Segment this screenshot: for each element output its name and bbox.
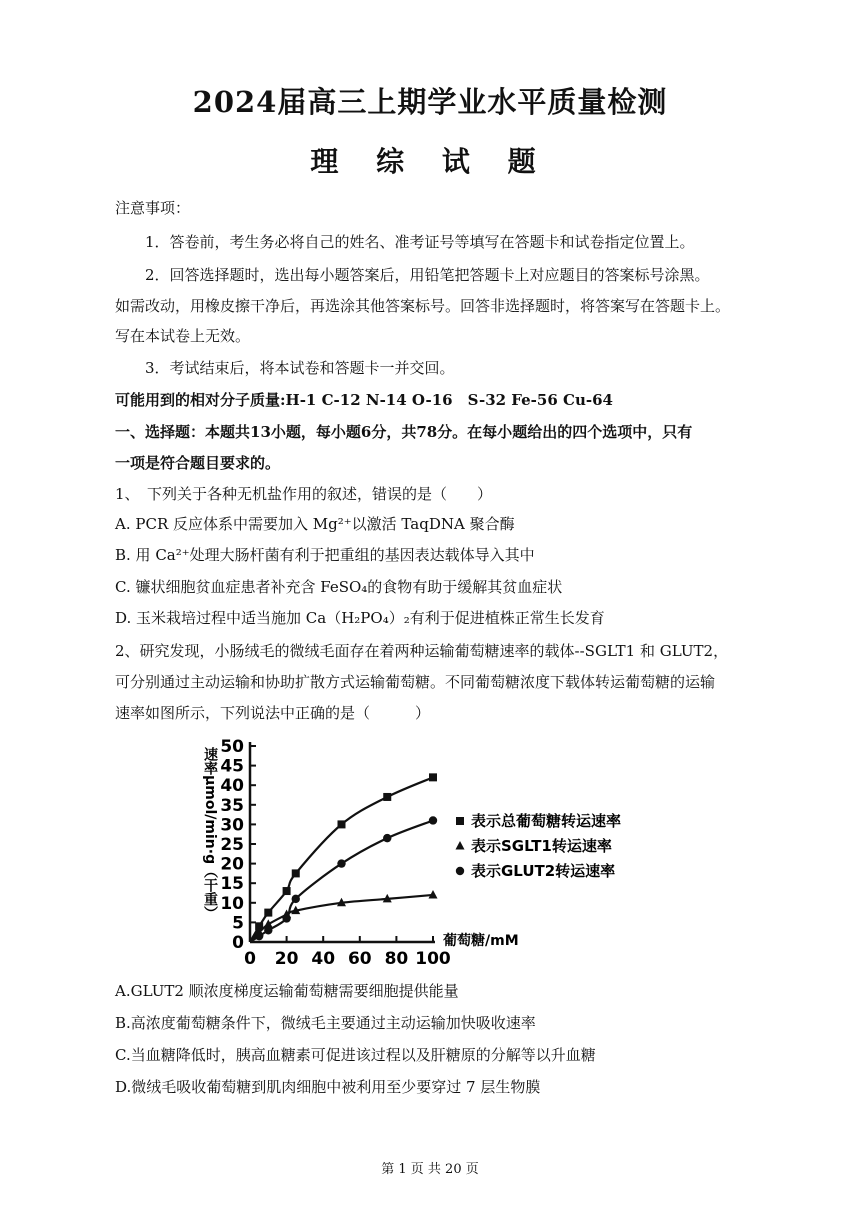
data-point-circle xyxy=(255,932,263,940)
notice-item-2-end: 写在本试卷上无效。 xyxy=(115,327,251,345)
x-axis-label: 葡萄糖/mM xyxy=(443,933,519,949)
data-point-circle xyxy=(264,926,272,934)
y-tick-label: 40 xyxy=(220,776,244,797)
q2-option-b: B.高浓度葡萄糖条件下，微绒毛主要通过主动运输加快吸收速率 xyxy=(115,1014,536,1032)
notice-item-2-cont: 如需改动，用橡皮擦干净后，再选涂其他答案标号。回答非选择题时，将答案写在答题卡上。 xyxy=(115,297,731,315)
data-point-square xyxy=(429,773,437,781)
x-tick-label: 0 xyxy=(244,949,256,969)
legend-marker-circle xyxy=(456,867,464,875)
q2-stem-1: 2、研究发现，小肠绒毛的微绒毛面存在着两种运输葡萄糖速率的载体--SGLT1 和 GLUT2， xyxy=(115,642,729,660)
q2-option-c: C.当血糖降低时，胰高血糖素可促进该过程以及肝糖原的分解等以升血糖 xyxy=(115,1046,596,1064)
data-point-circle xyxy=(429,816,437,824)
notice-item-3: 3．考试结束后，将本试卷和答题卡一并交回。 xyxy=(145,359,455,377)
legend-label: 表示SGLT1转运速率 xyxy=(471,837,612,855)
q1-option-a: A. PCR 反应体系中需要加入 Mg²⁺以激活 TaqDNA 聚合酶 xyxy=(115,515,515,533)
data-point-square xyxy=(264,909,272,917)
exam-title: 2024届高三上期学业水平质量检测 xyxy=(192,85,668,119)
notice-item-1: 1．答卷前，考生务必将自己的姓名、准考证号等填写在答题卡和试卷指定位置上。 xyxy=(145,233,695,251)
data-point-circle xyxy=(383,834,391,842)
y-tick-label: 30 xyxy=(220,815,244,836)
data-point-square xyxy=(292,869,300,877)
q2-option-d: D.微绒毛吸收葡萄糖到肌肉细胞中被利用至少要穿过 7 层生物膜 xyxy=(115,1078,541,1096)
q1-option-c: C. 镰状细胞贫血症患者补充含 FeSO₄的食物有助于缓解其贫血症状 xyxy=(115,578,563,596)
y-tick-label: 20 xyxy=(220,854,244,875)
data-point-square xyxy=(338,820,346,828)
data-point-circle xyxy=(292,895,300,903)
data-point-square xyxy=(283,887,291,895)
q1-stem: 1、 下列关于各种无机盐作用的叙述，错误的是（ ） xyxy=(115,485,493,503)
notice-heading: 注意事项： xyxy=(115,199,191,217)
q2-stem-3: 速率如图所示，下列说法中正确的是（ ） xyxy=(115,704,431,722)
x-tick-label: 20 xyxy=(274,949,299,969)
x-tick-label: 100 xyxy=(415,949,451,969)
y-tick-label: 45 xyxy=(220,756,244,777)
y-tick-label: 15 xyxy=(220,874,244,895)
q1-option-b: B. 用 Ca²⁺处理大肠杆菌有利于把重组的基因表达载体导入其中 xyxy=(115,546,535,564)
y-tick-label: 0 xyxy=(232,933,244,953)
q2-option-a: A.GLUT2 顺浓度梯度运输葡萄糖需要细胞提供能量 xyxy=(115,982,459,1000)
q1-option-d: D. 玉米栽培过程中适当施加 Ca（H₂PO₄）₂有利于促进植株正常生长发育 xyxy=(115,609,605,627)
series-line-circle xyxy=(250,820,433,942)
y-tick-label: 25 xyxy=(220,835,244,855)
atomic-mass-line: 可能用到的相对分子质量:H-1 C-12 N-14 O-16 S-32 Fe-56 Cu-64 xyxy=(115,391,613,409)
q2-stem-2: 可分别通过主动运输和协助扩散方式运输葡萄糖。不同葡萄糖浓度下载体转运葡萄糖的运输 xyxy=(115,673,716,691)
legend-marker-triangle xyxy=(456,841,465,850)
x-tick-label: 80 xyxy=(384,949,409,969)
y-tick-label: 10 xyxy=(220,893,244,914)
exam-subtitle: 理 综 试 题 xyxy=(310,145,550,178)
y-axis-label: 速率μmol/min·g（干重） xyxy=(202,747,218,921)
y-tick-label: 50 xyxy=(220,737,244,757)
section-heading: 一、选择题：本题共13小题，每小题6分，共78分。在每小题给出的四个选项中，只有 xyxy=(115,423,693,441)
page-footer: 第 1 页 共 20 页 xyxy=(381,1162,479,1177)
legend-marker-square xyxy=(456,817,464,825)
transport-rate-chart xyxy=(190,735,660,970)
data-point-square xyxy=(383,793,391,801)
y-tick-label: 5 xyxy=(232,913,244,934)
legend-label: 表示总葡萄糖转运速率 xyxy=(471,812,622,830)
x-tick-label: 60 xyxy=(347,949,372,969)
data-point-circle xyxy=(282,914,290,922)
x-tick-label: 40 xyxy=(311,949,336,969)
y-tick-label: 35 xyxy=(220,795,244,816)
data-point-circle xyxy=(337,859,345,867)
notice-item-2: 2．回答选择题时，选出每小题答案后，用铅笔把答题卡上对应题目的答案标号涂黑。 xyxy=(145,266,710,284)
section-heading-cont: 一项是符合题目要求的。 xyxy=(115,454,281,472)
legend-label: 表示GLUT2转运速率 xyxy=(471,862,616,880)
